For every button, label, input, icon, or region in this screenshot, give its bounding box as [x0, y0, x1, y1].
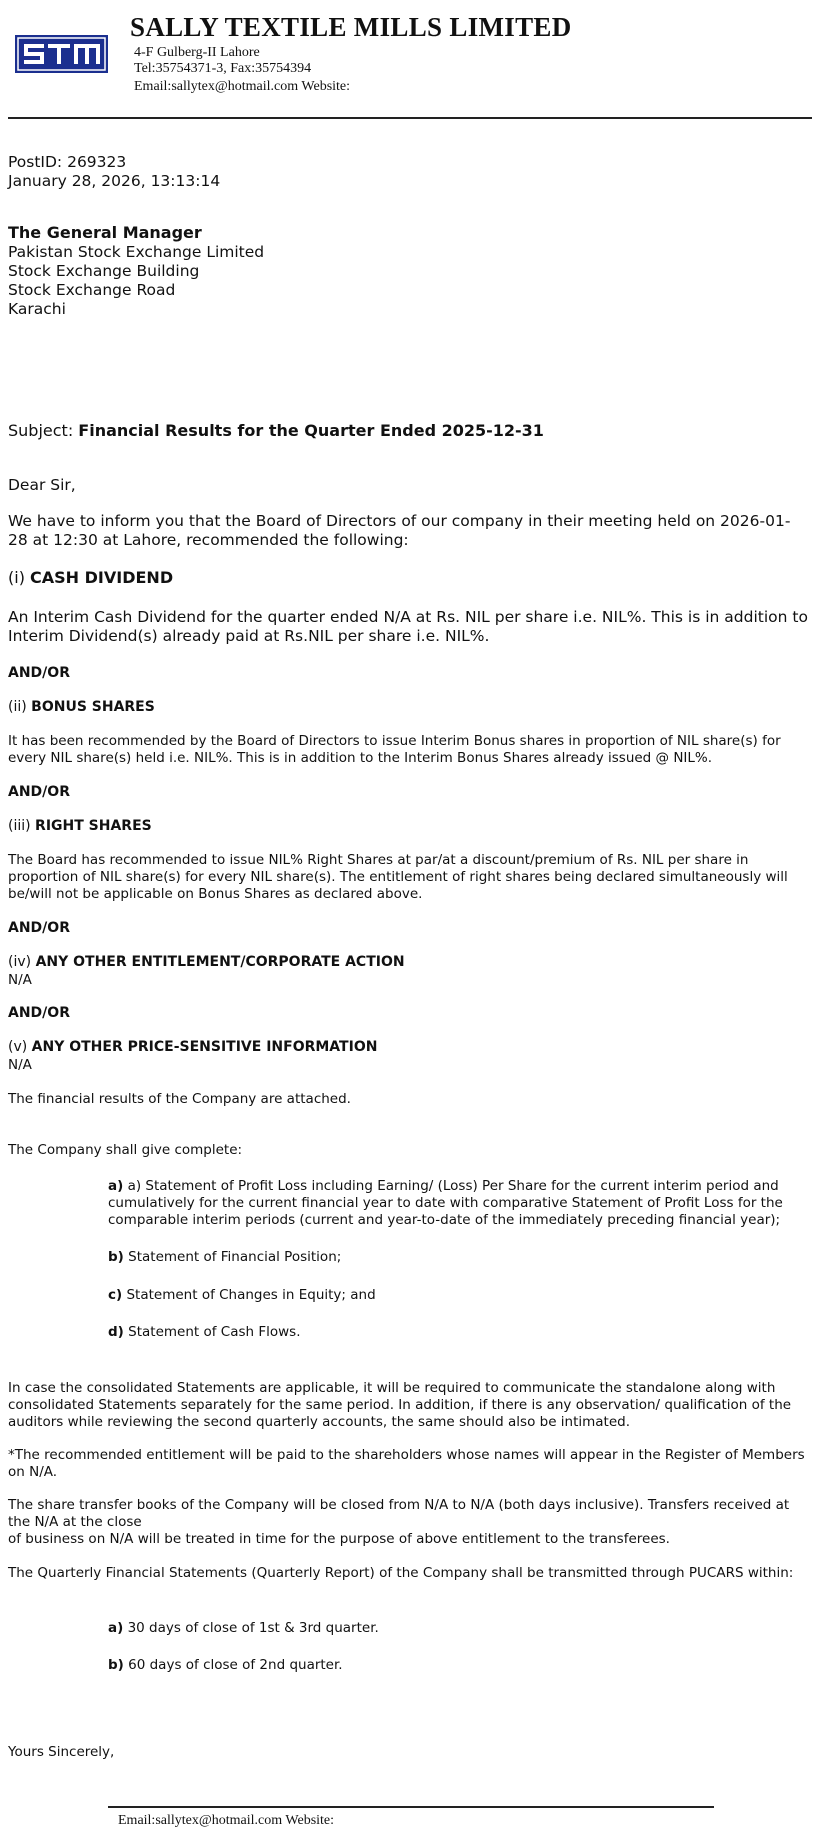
and-or-separator: AND/OR [8, 1005, 70, 1021]
addressee-line: Pakistan Stock Exchange Limited [8, 243, 265, 261]
section-right-shares-body: The Board has recommended to issue NIL% Right Shares at par/at a discount/premium of Rs. NIL per share in proportion of NIL share(s) for every NIL share(s). The entitlement of right shares being declared simultaneously will be/will not be applicable on Bonus Shares as declared above. [8, 852, 788, 902]
post-id: PostID: 269323 [8, 153, 127, 171]
and-or-separator: AND/OR [8, 920, 70, 936]
intro-paragraph: We have to inform you that the Board of Directors of our company in their meeting held on 2026-01-28 at 12:30 at Lahore, recommended the following: [8, 512, 791, 549]
section-other-entitlement-body: N/A [8, 972, 32, 988]
footer-divider [108, 1806, 714, 1808]
closing-line: Yours Sincerely, [8, 1744, 115, 1760]
section-cash-dividend-body: An Interim Cash Dividend for the quarter ended N/A at Rs. NIL per share i.e. NIL%. This is in addition to Interim Dividend(s) already paid at Rs.NIL per share i.e. NIL%. [8, 608, 808, 645]
subject-line [8, 421, 544, 440]
statement-item: c) Statement of Changes in Equity; and [108, 1287, 376, 1303]
section-bonus-shares-body: It has been recommended by the Board of Directors to issue Interim Bonus shares in proportion of NIL share(s) for every NIL share(s) held i.e. NIL%. This is in addition to the Interim Bonus Shares already issued @ NIL%. [8, 733, 781, 766]
section-price-sensitive-heading: (v) ANY OTHER PRICE-SENSITIVE INFORMATION [8, 1039, 378, 1055]
and-or-separator: AND/OR [8, 784, 70, 800]
footer-contact: Email:sallytex@hotmail.com Website: [118, 1813, 335, 1828]
header-divider [8, 117, 812, 119]
addressee-line: Stock Exchange Road [8, 281, 176, 299]
transfer-books-note-cont: of business on N/A will be treated in time for the purpose of above entitlement to the transferees. [8, 1531, 670, 1547]
entitlement-note: *The recommended entitlement will be paid to the shareholders whose names will appear in the Register of Members on N/A. [8, 1447, 805, 1480]
company-logo [14, 34, 109, 74]
company-name: SALLY TEXTILE MILLS LIMITED [130, 12, 572, 42]
subject-text: Financial Results for the Quarter Ended 2025-12-31 [78, 421, 544, 440]
statement-item: d) Statement of Cash Flows. [108, 1324, 301, 1340]
deadline-item: b) 60 days of close of 2nd quarter. [108, 1657, 343, 1673]
addressee-line: Karachi [8, 300, 66, 318]
section-other-entitlement-heading: (iv) ANY OTHER ENTITLEMENT/CORPORATE ACTION [8, 954, 405, 970]
statement-item: b) Statement of Financial Position; [108, 1249, 342, 1265]
section-bonus-shares-heading: (ii) BONUS SHARES [8, 699, 155, 715]
letterhead [0, 0, 817, 118]
and-or-separator: AND/OR [8, 665, 70, 681]
subject-label: Subject: [8, 421, 74, 440]
addressee-line: Stock Exchange Building [8, 262, 200, 280]
company-address: 4-F Gulberg-II Lahore [134, 45, 260, 60]
company-phone-fax: Tel:35754371-3, Fax:35754394 [134, 61, 312, 76]
section-cash-dividend-heading: (i) CASH DIVIDEND [8, 568, 174, 587]
transfer-books-note: The share transfer books of the Company will be closed from N/A to N/A (both days inclusive). Transfers received at the N/A at the close [8, 1497, 790, 1530]
give-complete-note: The Company shall give complete: [8, 1142, 243, 1158]
company-email-website: Email:sallytex@hotmail.com Website: [134, 79, 351, 94]
consolidated-note: In case the consolidated Statements are applicable, it will be required to communicate the standalone along with consolidated Statements separately for the same period. In addition, if there is any observation/ qualification of the auditors while reviewing the second quarterly accounts, the same should also be intimated. [8, 1380, 792, 1430]
pucars-note: The Quarterly Financial Statements (Quarterly Report) of the Company shall be transmitted through PUCARS within: [8, 1565, 794, 1581]
results-attached-note: The financial results of the Company are attached. [8, 1091, 351, 1107]
addressee-title: The General Manager [8, 223, 202, 242]
section-right-shares-heading: (iii) RIGHT SHARES [8, 818, 152, 834]
post-datetime: January 28, 2026, 13:13:14 [8, 172, 221, 190]
section-price-sensitive-body: N/A [8, 1057, 32, 1073]
salutation: Dear Sir, [8, 476, 76, 494]
statement-item: a) a) Statement of Profit Loss including Earning/ (Loss) Per Share for the current interim period and cumulatively for the current financial year to date with comparative Statement of Profit Loss for the comparable interim periods (current and year-to-date of the immediately preceding financial year); [108, 1178, 783, 1228]
deadline-item: a) 30 days of close of 1st & 3rd quarter. [108, 1620, 379, 1636]
